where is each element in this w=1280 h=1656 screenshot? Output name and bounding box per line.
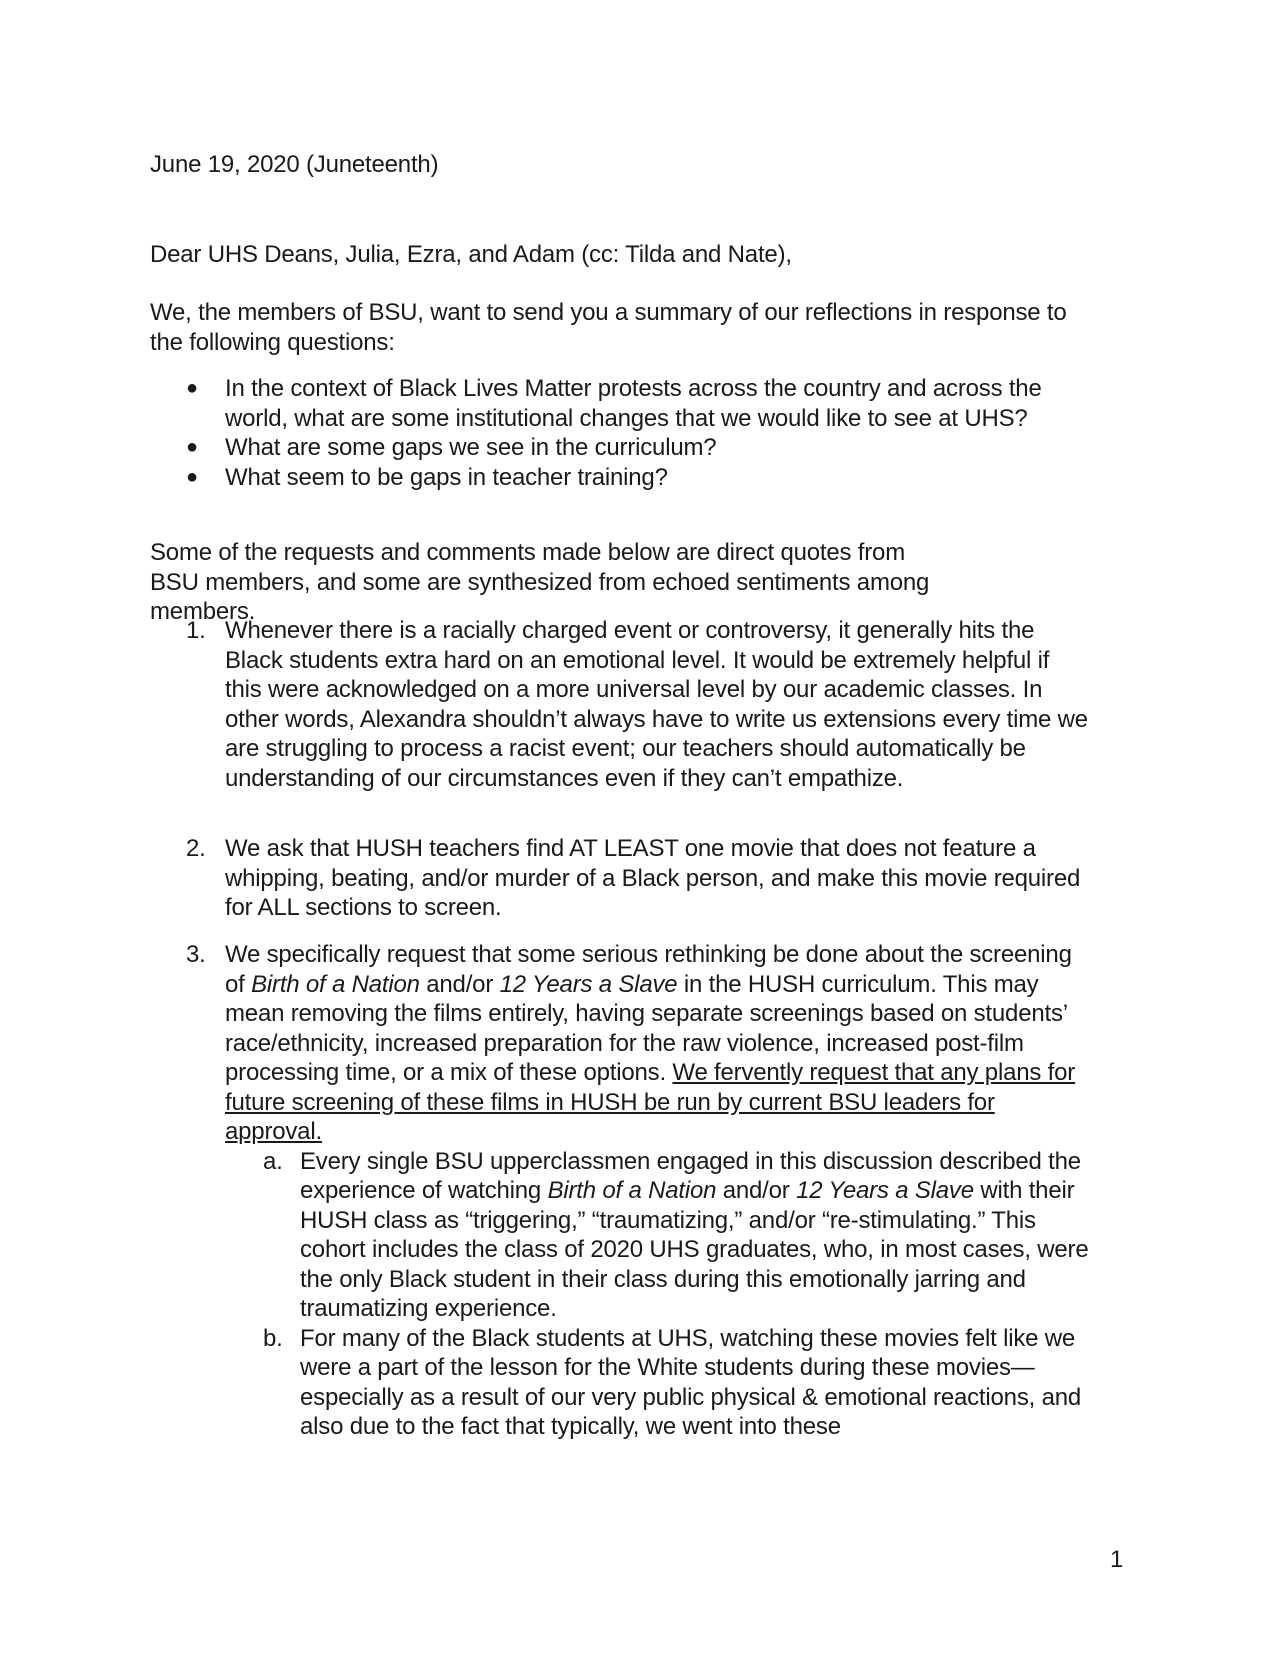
item-text-part: We specifically request that some serious rethinking be done about the screening of xyxy=(225,941,1072,998)
underlined-request: We fervently request that any plans for future screening of these films in HUSH be run by current BSU leaders for approval. xyxy=(225,1059,1076,1145)
item-text: We ask that HUSH teachers find AT LEAST one movie that does not feature a whipping, beating, and/or murder of a Black person, and make this movie required for ALL sections to screen. xyxy=(225,835,1081,921)
page-number: 1 xyxy=(1110,1546,1124,1573)
film-title: Birth of a Nation xyxy=(251,970,420,998)
item-text: Whenever there is a racially charged event or controversy, it generally hits the Black students extra hard on an emotional level. It would be extremely helpful if this were acknowledged on a more universal level by our academic classes. In other words, Alexandra shouldn’t always have to write us extensions every time we are struggling to process a racist event; our teachers should automatically be understanding of our circumstances even if they can’t empathize. xyxy=(225,617,1088,792)
request-item-1 xyxy=(150,616,1090,793)
bullet-icon: ● xyxy=(186,465,198,488)
sub-item-letter: a. xyxy=(263,1147,283,1175)
letter-date: June 19, 2020 (Juneteenth) xyxy=(150,151,439,178)
sub-list xyxy=(225,1147,1090,1442)
sub-text-part: with their HUSH class as “triggering,” “traumatizing,” and/or “re-stimulating.” This cohort includes the class of 2020 UHS graduates, who, in most cases, were the only Black student in their class during this emotionally jarring and traumatizing experience. xyxy=(300,1177,1089,1322)
film-title: Birth of a Nation xyxy=(547,1177,717,1204)
item-number: 1. xyxy=(186,617,206,644)
item-number: 3. xyxy=(186,941,206,968)
bullet-icon: ● xyxy=(186,377,198,399)
questions-list xyxy=(150,374,1090,492)
question-item xyxy=(150,463,1090,493)
question-text: In the context of Black Lives Matter protests across the country and across the world, what are some institutional changes that we would like to see at UHS? xyxy=(225,375,1042,432)
film-title: 12 Years a Slave xyxy=(499,970,678,998)
sub-item-b xyxy=(225,1324,1090,1442)
question-text: What seem to be gaps in teacher training? xyxy=(225,463,668,491)
sub-item-a xyxy=(225,1147,1090,1324)
question-item xyxy=(150,433,1090,463)
source-note: Some of the requests and comments made below are direct quotes from BSU members, and some are synthesized from echoed sentiments among members. xyxy=(150,539,930,625)
film-title: 12 Years a Slave xyxy=(796,1177,974,1204)
item-text-part: in the HUSH curriculum. This may mean removing the films entirely, having separate screenings based on students’ race/ethnicity, increased preparation for the raw violence, increased post-film processing time, or a mix of these options. xyxy=(225,970,1068,1086)
question-text: What are some gaps we see in the curriculum? xyxy=(225,434,717,461)
bullet-icon: ● xyxy=(186,436,198,458)
sub-item-letter: b. xyxy=(263,1324,283,1352)
item-text-part: and/or xyxy=(419,970,500,998)
sub-text-part: and/or xyxy=(716,1177,797,1204)
request-item-2 xyxy=(150,834,1090,923)
sub-text: For many of the Black students at UHS, watching these movies felt like we were a part of the lesson for the White students during these movies—especially as a result of our very public physical & emotional reactions, and also due to the fact that typically, we went into these xyxy=(300,1324,1082,1440)
letter-salutation: Dear UHS Deans, Julia, Ezra, and Adam (cc: Tilda and Nate), xyxy=(150,241,792,268)
item-text xyxy=(225,940,1090,1442)
item-number: 2. xyxy=(186,835,206,862)
sub-text-part: Every single BSU upperclassmen engaged in this discussion described the experience of watching xyxy=(300,1147,1081,1204)
question-item xyxy=(150,374,1090,433)
request-item-3 xyxy=(150,940,1090,1442)
intro-paragraph: We, the members of BSU, want to send you a summary of our reflections in response to the following questions: xyxy=(150,299,1067,356)
